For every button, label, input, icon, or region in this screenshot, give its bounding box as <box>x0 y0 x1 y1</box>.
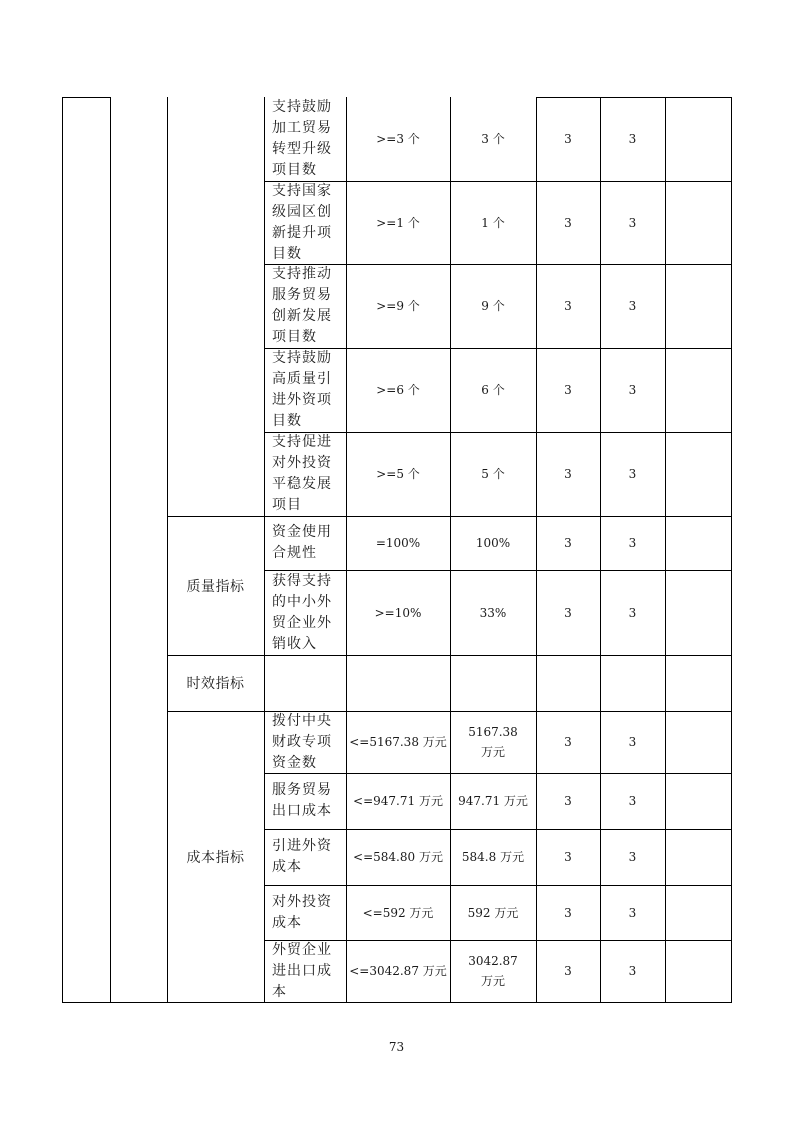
table-row-0-weight <box>536 97 600 181</box>
weight-value: 3 <box>564 215 572 230</box>
table-border-top-left <box>62 97 111 98</box>
indicator-name: 引进外资成本 <box>272 838 332 875</box>
actual-value: 5 个 <box>481 467 505 481</box>
table-row-8-target <box>346 711 450 773</box>
category-timeliness <box>167 655 264 711</box>
table-row-4-name <box>264 432 346 516</box>
target-value: >=3 个 <box>376 132 420 146</box>
table-row-2-score <box>600 264 665 348</box>
indicator-name: 拨付中央财政专项资金数 <box>272 712 332 771</box>
table-row-12-weight <box>536 940 600 1002</box>
actual-value: 584.8 万元 <box>461 850 525 864</box>
table-row-3-actual <box>450 348 536 432</box>
score-value: 3 <box>628 964 637 978</box>
table-row-1-score <box>600 181 665 264</box>
table-row-10-actual <box>450 829 536 885</box>
table-row-2-actual <box>450 264 536 348</box>
table-row-12-name <box>264 940 346 1002</box>
actual-value: 33% <box>479 605 507 620</box>
score-value: 3 <box>628 905 637 920</box>
target-value: <=5167.38 万元 <box>349 735 447 749</box>
score-value: 3 <box>628 850 637 864</box>
table-row-1-weight <box>536 181 600 264</box>
table-column-line-1 <box>110 97 111 1003</box>
table-row-0-name <box>264 97 346 181</box>
score-value: 3 <box>628 299 637 313</box>
indicator-name: 支持鼓励加工贸易转型升级项目数 <box>272 99 332 178</box>
score-value: 3 <box>628 605 637 620</box>
table-row-0-score <box>600 97 665 181</box>
weight-value: 3 <box>564 850 572 864</box>
table-column-line-8 <box>665 97 666 1003</box>
table-row-11-name <box>264 885 346 940</box>
table-row-11-actual <box>450 885 536 940</box>
table-row-12-target <box>346 940 450 1002</box>
table-row-1-name <box>264 181 346 264</box>
target-value: <=592 万元 <box>362 905 434 920</box>
table-row-5-actual <box>450 516 536 570</box>
table-row-5-name <box>264 516 346 570</box>
table-row-12-actual <box>450 940 536 1002</box>
actual-value: 947.71 万元 <box>458 794 528 808</box>
indicator-name: 外贸企业进出口成本 <box>272 941 332 1000</box>
table-row-4-actual <box>450 432 536 516</box>
weight-value: 3 <box>564 536 572 550</box>
table-row-4-weight <box>536 432 600 516</box>
weight-value: 3 <box>564 794 572 808</box>
score-value: 3 <box>628 467 637 481</box>
actual-value: 9 个 <box>481 299 505 313</box>
table-row-3-weight <box>536 348 600 432</box>
actual-value: 6 个 <box>481 383 505 397</box>
target-value: <=3042.87 万元 <box>349 964 447 978</box>
target-value: =100% <box>375 536 421 550</box>
weight-value: 3 <box>564 467 572 481</box>
weight-value: 3 <box>564 905 572 920</box>
table-row-9-weight <box>536 773 600 829</box>
score-value: 3 <box>628 735 637 749</box>
table-row-9-name <box>264 773 346 829</box>
table-row-11-target <box>346 885 450 940</box>
table-row-10-name <box>264 829 346 885</box>
table-row-8-actual <box>450 711 536 773</box>
table-row-3-name <box>264 348 346 432</box>
table-row-6-name <box>264 570 346 655</box>
category-timeliness-label: 时效指标 <box>186 676 245 692</box>
actual-value: 5167.38 万元 <box>468 725 518 759</box>
weight-value: 3 <box>564 605 572 620</box>
indicator-name: 支持国家级园区创新提升项目数 <box>272 182 332 262</box>
table-row-8-name <box>264 711 346 773</box>
indicator-name: 支持鼓励高质量引进外资项目数 <box>272 350 332 429</box>
target-value: <=947.71 万元 <box>353 794 443 808</box>
actual-value: 100% <box>475 536 511 550</box>
actual-value: 592 万元 <box>467 905 519 920</box>
table-row-6-score <box>600 570 665 655</box>
indicator-name: 资金使用合规性 <box>272 524 332 561</box>
table-row-2-target <box>346 264 450 348</box>
indicator-name: 支持推动服务贸易创新发展项目数 <box>272 266 332 345</box>
weight-value: 3 <box>564 964 572 978</box>
table-row-5-target <box>346 516 450 570</box>
table-row-11-weight <box>536 885 600 940</box>
table-row-3-target <box>346 348 450 432</box>
target-value: >=9 个 <box>376 299 420 313</box>
table-border-left <box>62 97 63 1003</box>
target-value: >=5 个 <box>376 467 420 481</box>
weight-value: 3 <box>564 383 572 397</box>
indicator-name: 获得支持的中小外贸企业外销收入 <box>272 572 332 652</box>
score-value: 3 <box>628 215 637 230</box>
table-row-6-weight <box>536 570 600 655</box>
table-row-6-target <box>346 570 450 655</box>
table-row-12-score <box>600 940 665 1002</box>
indicator-name: 服务贸易出口成本 <box>272 782 332 819</box>
table-row-1-target <box>346 181 450 264</box>
actual-value: 3042.87 万元 <box>468 954 518 988</box>
target-value: >=1 个 <box>376 215 420 230</box>
category-cost-label: 成本指标 <box>186 849 245 866</box>
table-row-1-actual <box>450 181 536 264</box>
table-row-8-weight <box>536 711 600 773</box>
category-quality-label: 质量指标 <box>186 578 245 595</box>
table-row-10-weight <box>536 829 600 885</box>
table-border-right <box>731 97 732 1003</box>
category-cost <box>167 711 264 1002</box>
table-row-10-score <box>600 829 665 885</box>
table-row-7-name <box>264 655 346 711</box>
indicator-name: 支持促进对外投资平稳发展项目 <box>272 434 332 513</box>
table-row-9-target <box>346 773 450 829</box>
table-row-6-actual <box>450 570 536 655</box>
table-row-0-target <box>346 97 450 181</box>
table-row-9-actual <box>450 773 536 829</box>
score-value: 3 <box>628 132 637 146</box>
table-row-4-score <box>600 432 665 516</box>
table-row-10-target <box>346 829 450 885</box>
table-row-3-score <box>600 348 665 432</box>
target-value: >=10% <box>374 605 422 620</box>
table-row-0-actual <box>450 97 536 181</box>
category-quality <box>167 516 264 655</box>
table-row-4-target <box>346 432 450 516</box>
target-value: <=584.80 万元 <box>353 850 443 864</box>
score-value: 3 <box>628 536 637 550</box>
weight-value: 3 <box>564 132 572 146</box>
score-value: 3 <box>628 794 637 808</box>
table-row-5-weight <box>536 516 600 570</box>
table-row-8-score <box>600 711 665 773</box>
target-value: >=6 个 <box>376 383 420 397</box>
table-row-9-score <box>600 773 665 829</box>
table-row-5-score <box>600 516 665 570</box>
weight-value: 3 <box>564 299 572 313</box>
table-row-11-score <box>600 885 665 940</box>
indicator-name: 对外投资成本 <box>272 893 332 931</box>
table-border-bottom <box>62 1002 732 1003</box>
table-row-2-weight <box>536 264 600 348</box>
weight-value: 3 <box>564 735 572 749</box>
actual-value: 3 个 <box>481 132 505 146</box>
score-value: 3 <box>628 383 637 397</box>
table-row-2-name <box>264 264 346 348</box>
actual-value: 1 个 <box>481 215 505 230</box>
page-number: 73 <box>388 1040 405 1054</box>
